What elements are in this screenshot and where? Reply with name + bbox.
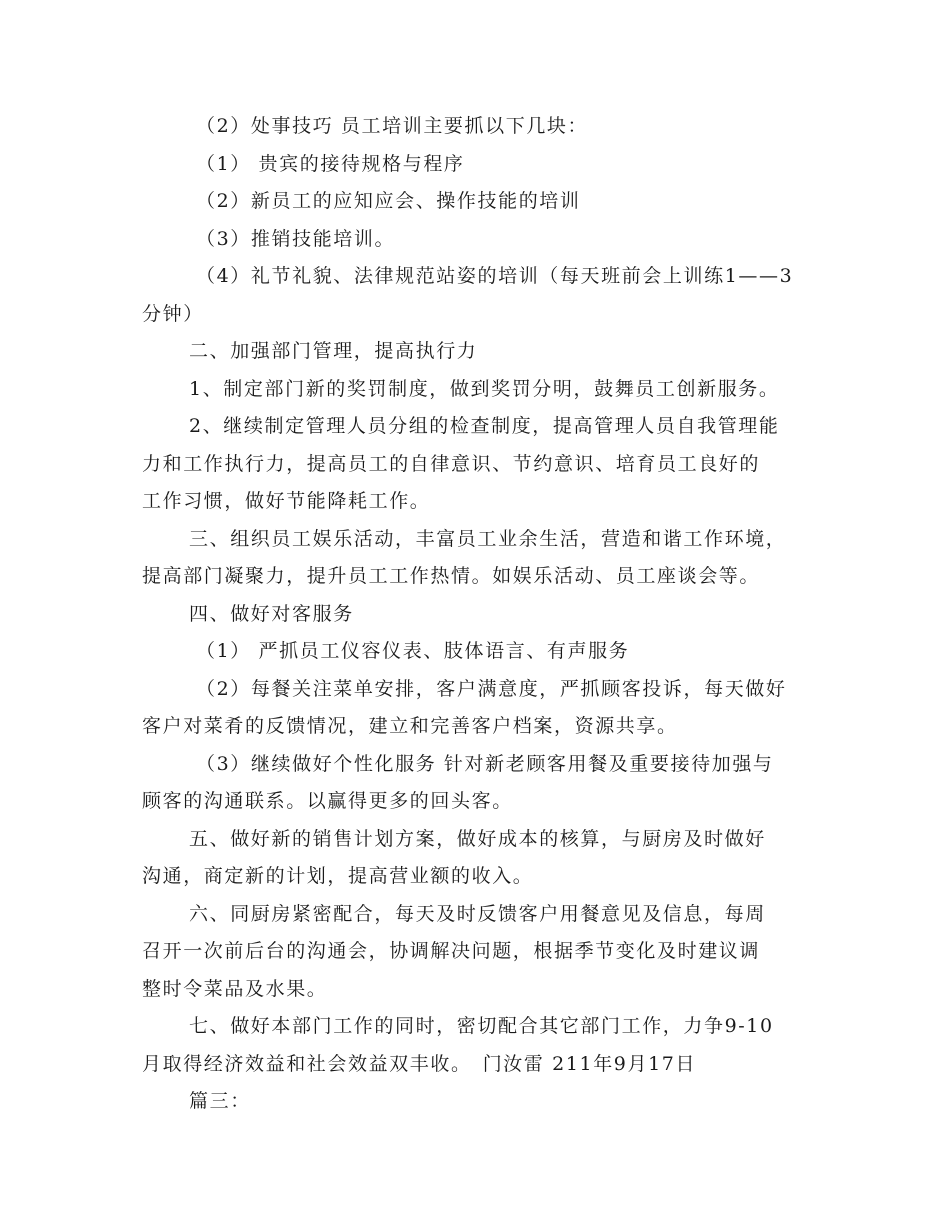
text-line: 工作习惯，做好节能降耗工作。 [142,490,431,512]
section-heading: 四、做好对客服务 [189,602,354,625]
document-body [142,108,810,1121]
text-line: （3）推销技能培训。 [196,227,396,250]
text-line: （3）继续做好个性化服务 针对新老顾客用餐及重要接待加强与 [196,752,774,775]
text-line: （2）新员工的应知应会、操作技能的培训 [196,190,581,212]
text-line: 1、制定部门新的奖罚制度，做到奖罚分明，鼓舞员工创新服务。 [189,377,780,400]
section-heading: 七、做好本部门工作的同时，密切配合其它部门工作，力争9-10 [189,1015,774,1037]
text-line: （4）礼节礼貌、法律规范站姿的培训（每天班前会上训练1——3 [196,265,794,287]
text-line: （1） 严抓员工仪容仪表、肢体语言、有声服务 [196,640,630,662]
section-heading: 三、组织员工娱乐活动，丰富员工业余生活，营造和谐工作环境， [189,527,787,550]
text-line: （2）处事技巧 员工培训主要抓以下几块： [196,115,589,137]
text-line: 力和工作执行力，提高员工的自律意识、节约意识、培育员工良好的 [142,452,761,475]
section-heading: 五、做好新的销售计划方案，做好成本的核算，与厨房及时做好 [189,827,766,850]
text-line: 召开一次前后台的沟通会，协调解决问题，根据季节变化及时建议调 [142,940,761,962]
section-heading: 篇三： [189,1090,251,1112]
text-line: 提高部门凝聚力，提升员工工作热情。如娱乐活动、员工座谈会等。 [142,565,761,587]
text-line: 整时令菜品及水果。 [142,977,328,1000]
section-heading: 六、同厨房紧密配合，每天及时反馈客户用餐意见及信息，每周 [189,902,766,925]
text-line: 沟通，商定新的计划，提高营业额的收入。 [142,865,534,887]
text-line: 分钟） [142,302,204,325]
text-line: （2）每餐关注菜单安排，客户满意度，严抓顾客投诉，每天做好 [196,677,787,700]
text-line: 顾客的沟通联系。以赢得更多的回头客。 [142,790,513,812]
text-line: 月取得经济效益和社会效益双丰收。 门汝雷 211年9月17日 [142,1052,697,1075]
section-heading: 二、加强部门管理，提高执行力 [189,340,478,362]
text-line: （1） 贵宾的接待规格与程序 [196,152,465,175]
text-line: 客户对菜肴的反馈情况，建立和完善客户档案，资源共享。 [142,715,678,737]
text-line: 2、继续制定管理人员分组的检查制度，提高管理人员自我管理能 [189,415,780,437]
